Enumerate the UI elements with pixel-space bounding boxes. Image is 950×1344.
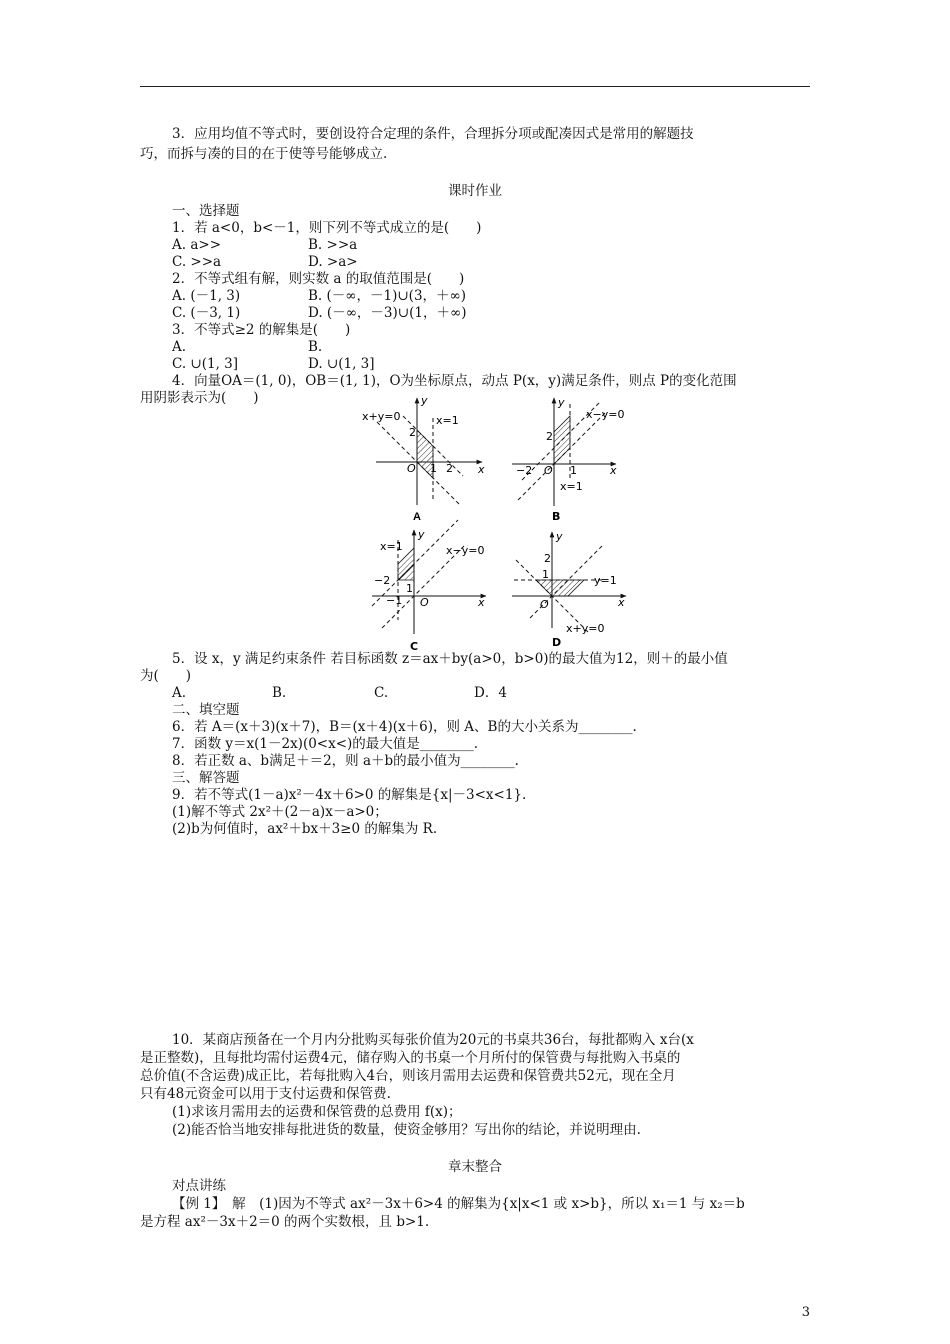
q5-line2: 为( ) xyxy=(140,668,192,684)
q9-stem: 9．若不等式(1－a)x²－4x＋6>0 的解集是{x|－3<x<1}. xyxy=(172,787,527,803)
fig-c-tick-m1: −1 xyxy=(386,594,403,607)
figure-c xyxy=(372,520,486,653)
fig-a-line-label: x+y=0 xyxy=(362,410,401,423)
q2-option-a: A. (－1, 3) xyxy=(172,288,241,304)
q2-option-c: C. (－3, 1) xyxy=(172,305,241,321)
q1-option-c: C. >>a xyxy=(172,254,222,270)
tip3-line1: 3．应用均值不等式时，要创设符合定理的条件，合理拆分项或配凑因式是常用的解题技 xyxy=(172,126,694,142)
q5-option-d: D．4 xyxy=(474,685,507,701)
part1-heading: 一、选择题 xyxy=(172,203,240,219)
fig-c-tick-m2: −2 xyxy=(374,574,391,587)
q5-line1: 5．设 x，y 满足约束条件 若目标函数 z＝ax＋by(a>0，b>0)的最大值为12，则＋的最小值 xyxy=(172,651,728,667)
fig-a-x1-label: x=1 xyxy=(436,414,459,427)
q1-option-b: B. >>a xyxy=(308,237,358,253)
fig-b-origin: O xyxy=(544,464,553,477)
q1-stem: 1．若 a<0，b<－1，则下列不等式成立的是( ) xyxy=(172,220,482,236)
q3-stem: 3．不等式≥2 的解集是( ) xyxy=(172,322,351,338)
q5-option-a: A. xyxy=(172,685,187,701)
q10-line3: 总价值(不含运费)成正比，若每批购入4台，则该月需用去运费和保管费共52元，现在全月 xyxy=(140,1068,676,1084)
q9-sub2: (2)b为何值时，ax²＋bx＋3≥0 的解集为 R. xyxy=(172,821,438,837)
fig-c-label: C xyxy=(410,640,419,653)
figure-d xyxy=(512,530,626,649)
example1-line1: 【例 1】 解 (1)因为不等式 ax²－3x＋6>4 的解集为{x|x<1 或 x>b}，所以 x₁＝1 与 x₂＝b xyxy=(172,1196,745,1212)
q3-option-d: D. ∪(1, 3] xyxy=(308,356,375,372)
q9-sub1: (1)解不等式 2x²＋(2－a)x－a>0； xyxy=(172,804,388,820)
fig-a-x-axis: x xyxy=(478,463,485,476)
fig-d-origin: O xyxy=(540,598,549,611)
fig-d-y-axis: y xyxy=(556,530,563,543)
q5-option-b: B. xyxy=(272,685,287,701)
fig-a-label: A xyxy=(413,511,421,523)
chapter-title: 章末整合 xyxy=(448,1159,502,1175)
fig-b-tick-2: 2 xyxy=(546,430,553,443)
q4-line2: 用阴影表示为( ) xyxy=(140,390,259,406)
fig-c-tick-1: 1 xyxy=(406,582,413,595)
fig-c-origin: O xyxy=(420,596,429,609)
fig-d-y1-label: y=1 xyxy=(594,574,617,587)
q7: 7．函数 y＝x(1－2x)(0<x<)的最大值是________. xyxy=(172,736,479,752)
q3-option-c: C. ∪(1, 3] xyxy=(172,356,239,372)
fig-a-origin: O xyxy=(407,462,416,475)
fig-d-tick-1: 1 xyxy=(542,568,549,581)
fig-c-x1-label: x=1 xyxy=(380,540,403,553)
fig-a-y-axis: y xyxy=(421,394,428,407)
q10-sub2: (2)能否恰当地安排每批进货的数量，使资金够用？写出你的结论，并说明理由. xyxy=(172,1122,641,1138)
fig-d-line-label: x+y=0 xyxy=(566,622,605,635)
fig-a-tick-2: 2 xyxy=(409,426,416,439)
fig-b-tick-1: 1 xyxy=(570,464,577,477)
part3-heading: 三、解答题 xyxy=(172,770,240,786)
fig-c-line-label: x−y=0 xyxy=(446,544,485,557)
q10-sub1: (1)求该月需用去的运费和保管费的总费用 f(x)； xyxy=(172,1104,462,1120)
q2-option-b: B. (－∞，－1)∪(3，＋∞) xyxy=(308,288,467,304)
q1-option-d: D. >a> xyxy=(308,254,358,270)
fig-b-tick-m2: −2 xyxy=(516,464,533,477)
fig-a-tick-1: 1 xyxy=(430,462,437,475)
q4-line1: 4．向量OA＝(1, 0)，OB＝(1, 1)，O为坐标原点，动点 P(x，y)满足条件，则点 P的变化范围 xyxy=(172,373,737,389)
q10-line2: 是正整数)，且每批均需付运费4元，储存购入的书桌一个月所付的保管费与每批购入书桌的 xyxy=(140,1050,681,1066)
fig-a-tick-2x: 2 xyxy=(446,462,453,475)
fig-b-x-axis: x xyxy=(610,464,617,477)
q1-option-a: A. a>> xyxy=(172,237,222,253)
fig-d-label: D xyxy=(552,636,562,649)
q10-line4: 只有48元资金可以用于支付运费和保管费. xyxy=(140,1086,391,1102)
q3-option-a: A. xyxy=(172,339,187,355)
fig-c-x-axis: x xyxy=(478,596,485,609)
fig-d-tick-2: 2 xyxy=(544,552,551,565)
q6: 6．若 A＝(x＋3)(x＋7)，B＝(x＋4)(x＋6)，则 A、B的大小关系为________. xyxy=(172,719,637,735)
section-title: 课时作业 xyxy=(448,183,502,199)
fig-d-x-axis: x xyxy=(618,596,625,609)
q3-option-b: B. xyxy=(308,339,323,355)
q8: 8．若正数 a、b满足＋＝2，则 a＋b的最小值为________. xyxy=(172,753,519,769)
figure-b xyxy=(512,396,624,523)
q10-line1: 10．某商店预备在一个月内分批购买每张价值为20元的书桌共36台，每批都购入 x台(x xyxy=(172,1032,694,1048)
q2-stem: 2．不等式组有解，则实数 a 的取值范围是( ) xyxy=(172,271,465,287)
q2-option-d: D. (－∞，－3)∪(1，＋∞) xyxy=(308,305,467,321)
example1-line2: 是方程 ax²－3x＋2＝0 的两个实数根，且 b>1. xyxy=(140,1214,430,1230)
fig-b-x1-label: x=1 xyxy=(560,480,583,493)
practice-heading: 对点讲练 xyxy=(172,1178,226,1194)
fig-c-y-axis: y xyxy=(418,528,425,541)
tip3-line2: 巧，而拆与凑的目的在于使等号能够成立. xyxy=(140,146,388,162)
page-number: 3 xyxy=(801,1305,810,1320)
fig-b-label: B xyxy=(552,510,561,523)
part2-heading: 二、填空题 xyxy=(172,702,240,718)
q5-option-c: C. xyxy=(374,685,389,701)
fig-b-line-label: x−y=0 xyxy=(586,408,625,421)
fig-b-y-axis: y xyxy=(558,396,565,409)
figure-a xyxy=(362,394,485,523)
